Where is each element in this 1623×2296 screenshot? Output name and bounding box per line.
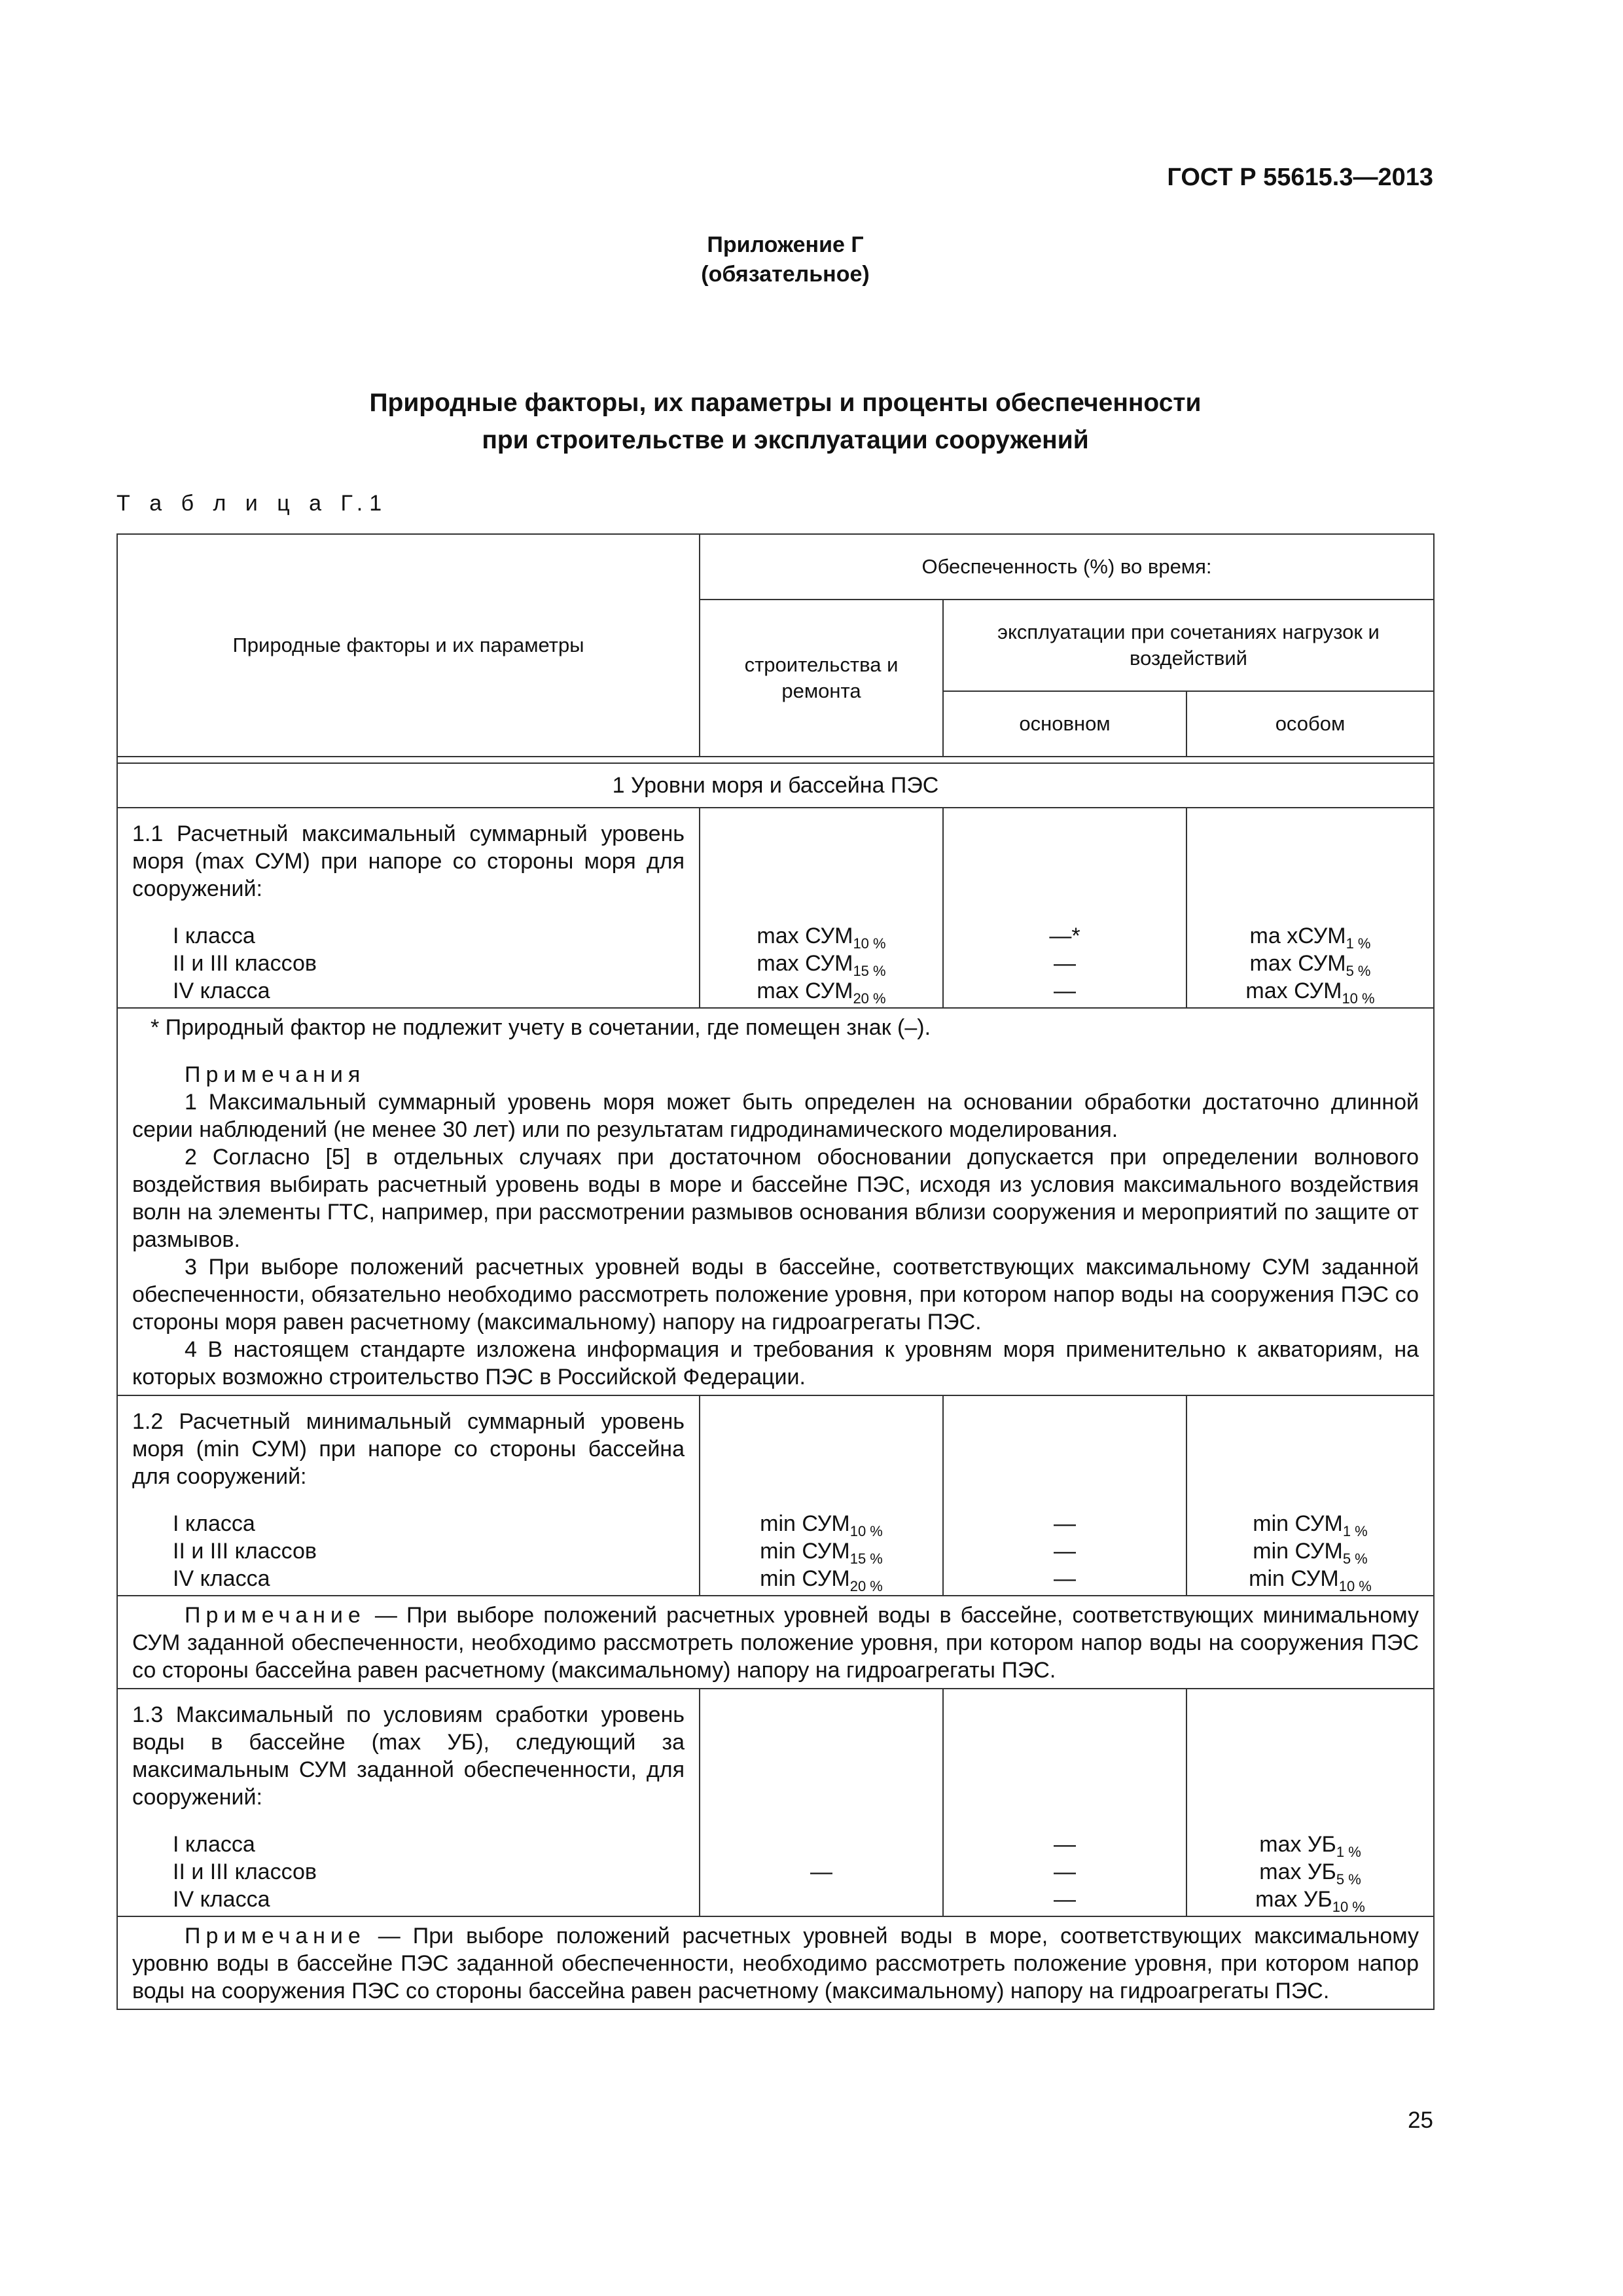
page-heading xyxy=(0,384,1571,459)
value-cell: $\max СУМ_{10 \%}$ xyxy=(757,924,886,952)
value-cell: $\max СУМ_{15 \%}$ xyxy=(757,951,886,979)
row-1-1-notes xyxy=(117,1008,1434,1395)
value-cell: $\max СУМ_{5 \%}$ xyxy=(1249,951,1371,979)
header-factors: Природные факторы и их параметры xyxy=(117,534,700,757)
class-label: IV класса xyxy=(173,1566,270,1591)
row-1-2-title: 1.2 Расчетный минимальный суммарный уровень моря (min СУМ) при напоре со стороны бассейна для сооружений: xyxy=(132,1409,685,1489)
note-item: 3 При выборе положений расчетных уровней воды в бассейне, соответствующих максимальному СУМ заданной обеспеченности, обязательно необходимо рассмотреть положение уровня, при котором напор воды на сооружения ПЭС со стороны моря равен расчетному (максимальному) напору на гидроагрегаты ПЭС. xyxy=(132,1255,1419,1335)
value-cell: — xyxy=(1054,1859,1076,1884)
value-cell: $\min СУМ_{10 \%}$ xyxy=(760,1511,883,1539)
value-cell: $\max СУМ_{10 \%}$ xyxy=(1245,978,1375,1007)
appendix-status: (обязательное) xyxy=(701,262,870,287)
page-number: 25 xyxy=(1408,2108,1433,2133)
note-text: — При выборе положений расчетных уровней воды в море, соответствующих максимальному уровню воды в бассейне ПЭС заданной обеспеченности, необходимо рассмотреть положение уровня, при котором напор воды на сооружения ПЭС со стороны бассейна равен расчетному (максимальному) напору на гидроагрегаты ПЭС. xyxy=(132,1924,1419,2003)
value-cell: $\min СУМ_{1 \%}$ xyxy=(1253,1511,1368,1539)
row-1-1-title: 1.1 Расчетный максимальный суммарный уровень моря (max СУМ) при напоре со стороны моря для сооружений: xyxy=(132,821,685,901)
row-1-3-title: 1.3 Максимальный по условиям сработки уровень воды в бассейне (max УБ), следующий за максимальным СУМ заданной обеспеченности, для сооружений: xyxy=(132,1702,685,1810)
note-label: Примечание xyxy=(185,1603,366,1628)
value-cell: —* xyxy=(1049,924,1080,948)
section-title: 1 Уровни моря и бассейна ПЭС xyxy=(117,763,1434,808)
value-cell: — xyxy=(810,1859,832,1884)
value-cell: — xyxy=(1054,1832,1076,1857)
document-code: ГОСТ Р 55615.3—2013 xyxy=(1167,164,1433,191)
class-label: II и III классов xyxy=(173,1859,317,1884)
value-cell: $\min СУМ_{20 \%}$ xyxy=(760,1566,883,1594)
row-1-3-note xyxy=(117,1916,1434,2009)
class-label: I класса xyxy=(173,1832,255,1857)
value-cell: — xyxy=(1054,978,1076,1003)
notes-heading: Примечания xyxy=(185,1062,366,1087)
table-row xyxy=(117,1395,1434,1596)
value-cell: — xyxy=(1054,1566,1076,1591)
value-cell: $\min СУМ_{5 \%}$ xyxy=(1253,1539,1368,1567)
value-cell: — xyxy=(1054,951,1076,976)
note-item: 2 Согласно [5] в отдельных случаях при достаточном обосновании допускается при определении волнового воздействия выбирать расчетный уровень воды в море и бассейне ПЭС, исходя из условия максимального воздействия волн на элементы ГТС, например, при рассмотрении размывов основания вблизи сооружения и мероприятий по защите от размывов. xyxy=(132,1145,1419,1252)
value-cell: $\max УБ_{10 \%}$ xyxy=(1255,1887,1365,1915)
appendix-title: Приложение Г xyxy=(707,232,864,257)
value-cell: — xyxy=(1054,1539,1076,1564)
class-label: II и III классов xyxy=(173,1539,317,1564)
footnote: * Природный фактор не подлежит учету в сочетании, где помещен знак (–). xyxy=(151,1015,931,1040)
class-label: IV класса xyxy=(173,1887,270,1912)
value-cell: $\min СУМ_{10 \%}$ xyxy=(1249,1566,1372,1594)
value-cell: $\max СУМ_{20 \%}$ xyxy=(757,978,886,1007)
value-cell: ma xСУМ$_{1 \%}$ xyxy=(1249,924,1371,952)
table-caption: Т а б л и ц а Г.1 xyxy=(116,491,389,516)
class-label: I класса xyxy=(173,1511,255,1536)
value-cell: $\max УБ_{5 \%}$ xyxy=(1259,1859,1361,1888)
factors-table xyxy=(116,533,1435,2010)
row-1-2-note xyxy=(117,1596,1434,1689)
note-item: 1 Максимальный суммарный уровень моря может быть определен на основании обработки достаточно длинной серии наблюдений (не менее 30 лет) или по результатам гидродинамического моделирования. xyxy=(132,1090,1419,1142)
heading-line-1: Природные факторы, их параметры и проценты обеспеченности xyxy=(369,389,1202,417)
header-provision: Обеспеченность (%) во время: xyxy=(700,534,1434,600)
header-construction: строительства и ремонта xyxy=(700,600,943,757)
table-row xyxy=(117,1689,1434,1916)
note-label: Примечание xyxy=(185,1924,366,1948)
note-text: — При выборе положений расчетных уровней воды в бассейне, соответствующих минимальному СУМ заданной обеспеченности, необходимо рассмотреть положение уровня, при котором напор воды на сооружения ПЭС со стороны бассейна равен расчетному (максимальному) напору на гидроагрегаты ПЭС. xyxy=(132,1603,1419,1683)
note-item: 4 В настоящем стандарте изложена информация и требования к уровням моря применительно к акваториям, на которых возможно строительство ПЭС в Российской Федерации. xyxy=(132,1337,1419,1390)
value-cell: — xyxy=(1054,1511,1076,1536)
header-basic: основном xyxy=(943,691,1186,757)
header-operation: эксплуатации при сочетаниях нагрузок и воздействий xyxy=(943,600,1434,691)
class-label: IV класса xyxy=(173,978,270,1003)
header-special: особом xyxy=(1186,691,1434,757)
value-cell: — xyxy=(1054,1887,1076,1912)
value-cell: $\min СУМ_{15 \%}$ xyxy=(760,1539,883,1567)
heading-line-2: при строительстве и эксплуатации сооружений xyxy=(482,426,1089,454)
class-label: I класса xyxy=(173,924,255,948)
class-label: II и III классов xyxy=(173,951,317,976)
value-cell: $\max УБ_{1 \%}$ xyxy=(1259,1832,1361,1860)
table-row xyxy=(117,808,1434,1008)
